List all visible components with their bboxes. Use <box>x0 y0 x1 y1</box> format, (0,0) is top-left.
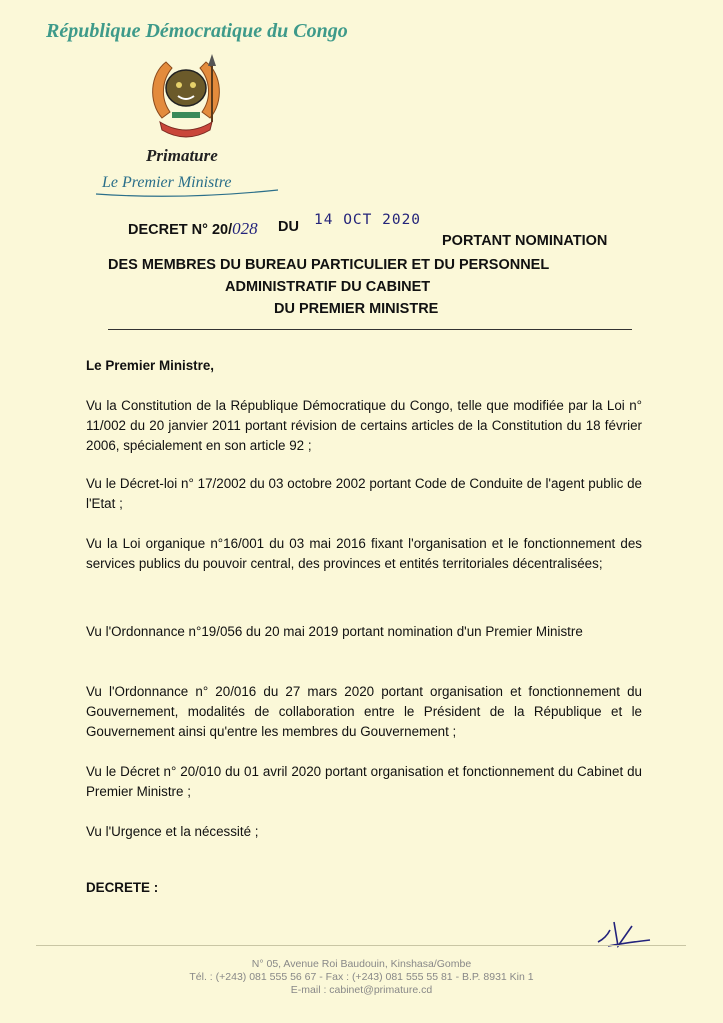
considerant-6: Vu le Décret n° 20/010 du 01 avril 2020 portant organisation et fonctionnement du Cabinet du Premier Ministre ; <box>86 764 642 799</box>
footer-line-address: N° 05, Avenue Roi Baudouin, Kinshasa/Gombe <box>251 958 472 970</box>
premier-ministre-stamp <box>92 172 282 200</box>
considerant-3: Vu la Loi organique n°16/001 du 03 mai 2016 fixant l'organisation et le fonctionnement des services publics du pouvoir central, des provinces et entités territoriales décentralisées; <box>86 536 642 571</box>
coat-of-arms-emblem <box>138 52 234 144</box>
handwritten-initials <box>592 912 652 952</box>
institution-name: Primature <box>146 146 218 165</box>
decree-number-prefix: DECRET N° 20/ <box>128 222 233 238</box>
footer-line-email: E-mail : cabinet@primature.cd <box>290 984 433 996</box>
title-line-4: DU PREMIER MINISTRE <box>274 301 439 317</box>
country-name: République Démocratique du Congo <box>46 20 348 42</box>
premier-ministre-text: Le Premier Ministre <box>102 174 232 191</box>
considerant-2: Vu le Décret-loi n° 17/2002 du 03 octobre 2002 portant Code de Conduite de l'agent public de l'Etat ; <box>86 476 642 511</box>
title-line-2: DES MEMBRES DU BUREAU PARTICULIER ET DU PERSONNEL <box>108 257 550 273</box>
footer-divider <box>36 945 686 946</box>
considerant-1: Vu la Constitution de la République Démocratique du Congo, telle que modifiée par la Loi n° 11/002 du 20 janvier 2011 portant révision de certains articles de la Constitution du 18 février 2006, spécialement en son article 92 ; <box>86 398 642 453</box>
decree-number-handwritten: 028 <box>232 219 258 238</box>
title-line-1 <box>128 219 258 239</box>
date-stamp: 14 OCT 2020 <box>314 212 422 228</box>
considerant-4: Vu l'Ordonnance n°19/056 du 20 mai 2019 portant nomination d'un Premier Ministre <box>86 624 583 639</box>
considerant-5: Vu l'Ordonnance n° 20/016 du 27 mars 2020 portant organisation et fonctionnement du Gouvernement, modalités de collaboration entre le Président de la République et le Gouvernement ainsi qu'entre les membres du Gouvernement ; <box>86 684 642 739</box>
footer-address <box>0 958 723 997</box>
footer-line-phone: Tél. : (+243) 081 555 56 67 - Fax : (+243) 081 555 55 81 - B.P. 8931 Kin 1 <box>189 971 534 983</box>
decrete-heading: DECRETE : <box>86 880 159 895</box>
title-divider <box>108 329 632 330</box>
considerant-7: Vu l'Urgence et la nécessité ; <box>86 824 259 839</box>
title-du: DU <box>278 219 299 235</box>
addressee: Le Premier Ministre, <box>86 358 215 373</box>
title-line-1-end: PORTANT NOMINATION <box>442 233 608 249</box>
title-line-3: ADMINISTRATIF DU CABINET <box>225 279 431 295</box>
